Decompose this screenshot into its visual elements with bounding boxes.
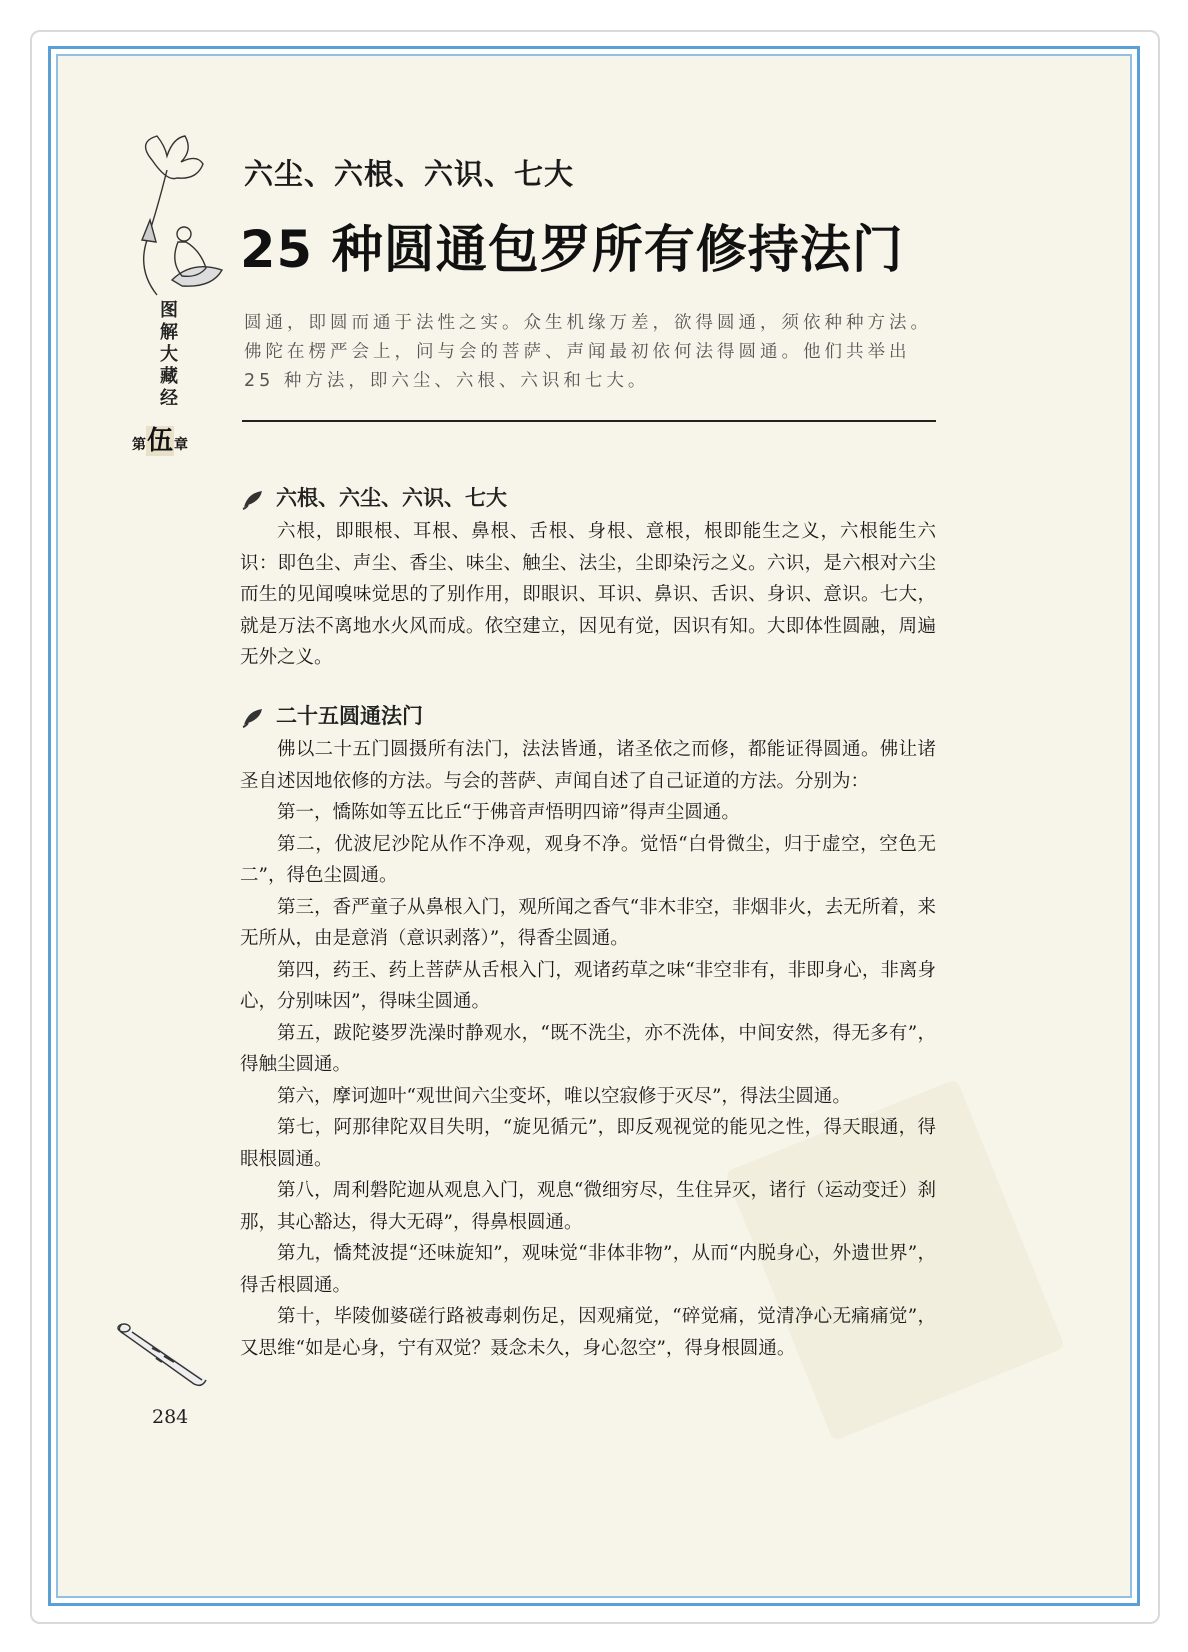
lotus-illustration-icon: [112, 130, 242, 300]
section-heading-1-text: 六根、六尘、六识、七大: [276, 486, 507, 510]
section-2-paragraph: 第四，药王、药上菩萨从舌根入门，观诸药草之味“非空非有，非即身心，非离身心，分别味因”，得味尘圆通。: [240, 959, 936, 1012]
section-2-paragraph: 第十，毕陵伽婆磋行路被毒刺伤足，因观痛觉，“碎觉痛，觉清净心无痛痛觉”，又思维“如是心身，宁有双觉？聂念未久，身心忽空”，得身根圆通。: [240, 1306, 936, 1359]
section-heading-1: [240, 482, 507, 512]
section-2-paragraph: 第一，憍陈如等五比丘“于佛音声悟明四谛”得声尘圆通。: [277, 802, 740, 823]
section-heading-2: [240, 700, 423, 730]
intro-paragraph: 圆通，即圆而通于法性之实。众生机缘万差，欲得圆通，须依种种方法。佛陀在楞严会上，问与会的菩萨、声闻最初依何法得圆通。他们共举出 25 种方法，即六尘、六根、六识和七大。: [244, 313, 932, 391]
section-2-paragraph: 第五，跋陀婆罗洗澡时静观水，“既不洗尘，亦不洗体，中间安然，得无多有”，得触尘圆通。: [240, 1022, 936, 1075]
section-2-paragraph: 第八，周利磐陀迦从观息入门，观息“微细穷尽，生住异灭，诸行（运动变迁）刹那，其心豁达，得大无碍”，得鼻根圆通。: [240, 1180, 936, 1233]
section-2-paragraph: 佛以二十五门圆摄所有法门，法法皆通，诸圣依之而修，都能证得圆通。佛让诸圣自述因地依修的方法。与会的菩萨、声闻自述了自己证道的方法。分别为：: [240, 739, 936, 792]
section-heading-2-text: 二十五圆通法门: [276, 704, 423, 728]
section-2-paragraph: 第七，阿那律陀双目失明，“旋见循元”，即反观视觉的能见之性，得天眼通，得眼根圆通。: [240, 1117, 936, 1170]
brush-icon: [240, 487, 266, 511]
page-title: 25 种圆通包罗所有修持法门: [240, 221, 904, 280]
brush-icon: [240, 705, 266, 729]
section-2-body: [240, 734, 936, 1364]
book-series-label: 图解大藏经: [160, 300, 178, 409]
chapter-prefix: 第: [132, 437, 146, 453]
chapter-number: 伍: [147, 426, 174, 456]
section-1-paragraph: 六根，即眼根、耳根、鼻根、舌根、身根、意根，根即能生之义，六根能生六识：即色尘、声尘、香尘、味尘、触尘、法尘，尘即染污之义。六识，是六根对六尘而生的见闻嗅味觉思的了别作用，即眼识、耳识、鼻识、舌识、身识、意识。七大，就是万法不离地水火风而成。依空建立，因见有觉，因识有知。大即体性圆融，周遍无外之义。: [240, 521, 936, 668]
section-2-paragraph: 第三，香严童子从鼻根入门，观所闻之香气“非木非空，非烟非火，去无所着，来无所从，由是意消（意识剥落）”，得香尘圆通。: [240, 896, 936, 949]
chapter-suffix: 章: [174, 437, 189, 453]
page-subtitle: 六尘、六根、六识、七大: [244, 157, 575, 191]
chapter-badge: [132, 420, 202, 457]
page-number: 284: [152, 1406, 189, 1428]
section-2-paragraph: 第二，优波尼沙陀从作不净观，观身不净。觉悟“白骨微尘，归于虚空，空色无二”，得色尘圆通。: [240, 833, 936, 886]
divider: [242, 420, 936, 422]
scroll-illustration-icon: [112, 1318, 224, 1396]
section-1-body: [240, 516, 936, 674]
section-2-paragraph: 第九，憍梵波提“还味旋知”，观味觉“非体非物”，从而“内脱身心，外遗世界”，得舌根圆通。: [240, 1243, 936, 1296]
section-2-paragraph: 第六，摩诃迦叶“观世间六尘变坏，唯以空寂修于灭尽”，得法尘圆通。: [277, 1085, 851, 1107]
